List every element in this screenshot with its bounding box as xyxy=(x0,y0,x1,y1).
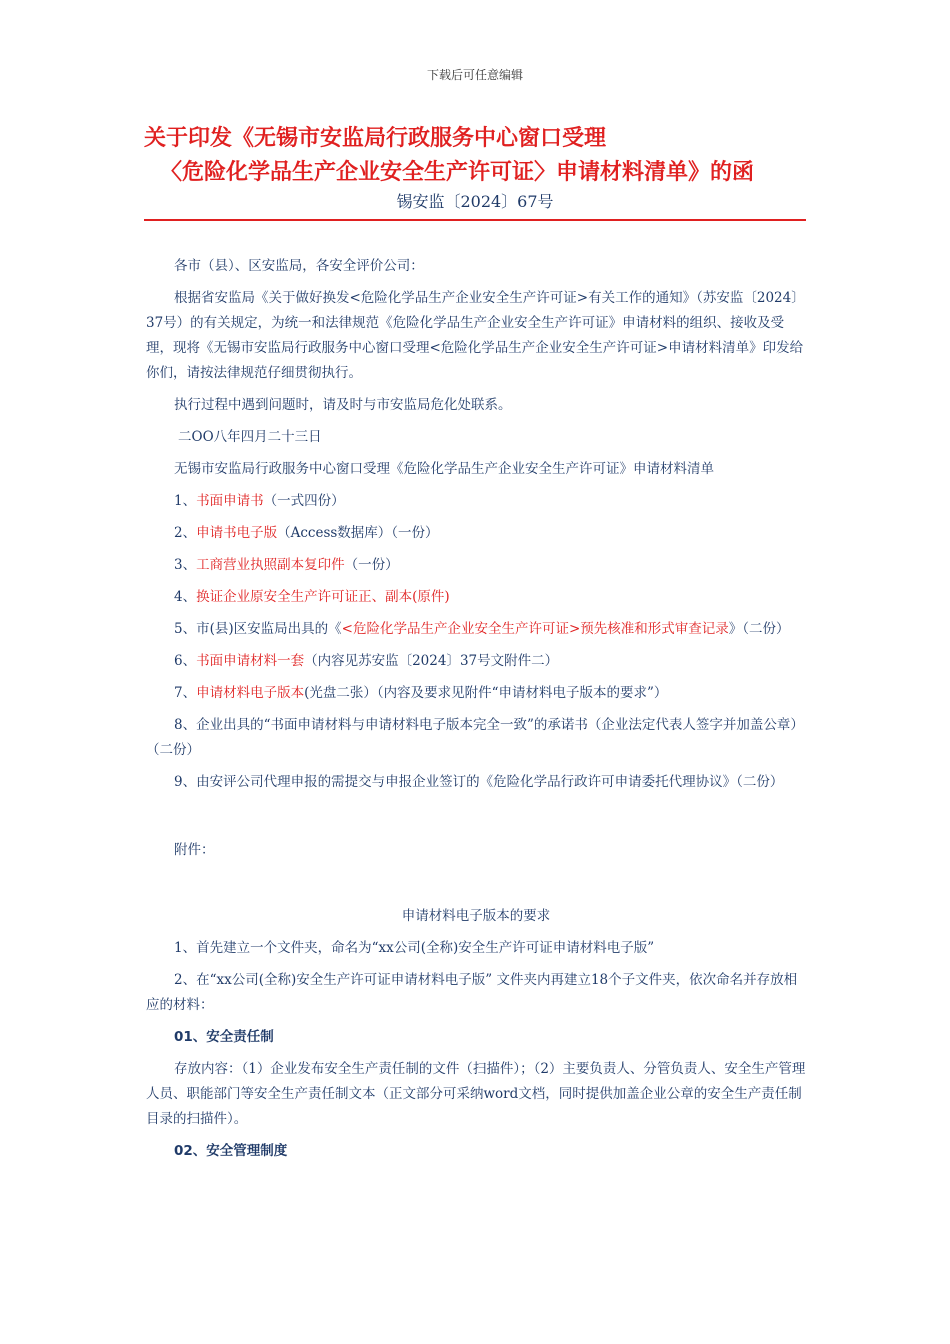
list-item: 9、由安评公司代理申报的需提交与申报企业签订的《危险化学品行政许可申请委托代理协议》（二份） xyxy=(174,774,784,790)
paragraph-2: 执行过程中遇到问题时，请及时与市安监局危化处联系。 xyxy=(174,397,512,413)
requirement-1: 1、首先建立一个文件夹，命名为“xx公司(全称)安全生产许可证申请材料电子版” xyxy=(174,940,655,956)
section-01-text: 存放内容：（1）企业发布安全生产责任制的文件（扫描件）；（2）主要负责人、分管负责人、安全生产管理人员、职能部门等安全生产责任制文本（正文部分可采纳word文档，同时提供加盖企业公章的安全生产责任制目录的扫描件）。 xyxy=(146,1061,806,1127)
list-item: 8、企业出具的“书面申请材料与申请材料电子版本完全一致”的承诺书（企业法定代表人签字并加盖公章）（二份） xyxy=(146,717,804,758)
list-item: 3、工商营业执照副本复印件（一份） xyxy=(174,557,399,573)
list-title: 无锡市安监局行政服务中心窗口受理《危险化学品生产企业安全生产许可证》申请材料清单 xyxy=(174,461,714,477)
paragraph-1: 根据省安监局《关于做好换发<危险化学品生产企业安全生产许可证>有关工作的通知》（苏安监〔2024〕37号）的有关规定，为统一和法律规范《危险化学品生产企业安全生产许可证》申请材料的组织、接收及受理，现将《无锡市安监局行政服务中心窗口受理<危险化学品生产企业安全生产许可证>申请材料清单》印发给你们，请按法律规范仔细贯彻执行。 xyxy=(146,290,805,381)
list-item: 5、市(县)区安监局出具的《<危险化学品生产企业安全生产许可证>预先核准和形式审查记录》（二份） xyxy=(174,621,790,637)
spacer xyxy=(146,870,806,904)
section-01-heading: 01、安全责任制 xyxy=(174,1029,274,1045)
requirement-2: 2、在“xx公司(全称)安全生产许可证申请材料电子版” 文件夹内再建立18个子文件夹，依次命名并存放相应的材料： xyxy=(146,972,798,1013)
document-number: 锡安监〔2024〕67号 xyxy=(396,192,554,211)
document-title-line1: 关于印发《无锡市安监局行政服务中心窗口受理 xyxy=(144,126,607,151)
document-title-line2: 〈危险化学品生产企业安全生产许可证〉申请材料清单》的函 xyxy=(160,160,755,185)
salutation: 各市（县）、区安监局，各安全评价公司： xyxy=(174,258,424,274)
attachment-label: 附件： xyxy=(174,842,215,858)
red-divider xyxy=(144,219,806,221)
document-body xyxy=(146,254,806,1171)
list-item: 6、书面申请材料一套（内容见苏安监〔2024〕37号文附件二） xyxy=(174,653,559,669)
list-item: 4、换证企业原安全生产许可证正、副本(原件) xyxy=(174,589,450,605)
list-item: 7、申请材料电子版本(光盘二张）（内容及要求见附件“申请材料电子版本的要求”） xyxy=(174,685,668,701)
section-02-heading: 02、安全管理制度 xyxy=(174,1143,288,1159)
spacer xyxy=(146,802,806,838)
list-item: 1、书面申请书（一式四份） xyxy=(174,493,345,509)
requirements-title: 申请材料电子版本的要求 xyxy=(401,908,551,924)
header-note: 下载后可任意编辑 xyxy=(426,68,523,82)
list-item: 2、申请书电子版（Access数据库）（一份） xyxy=(174,525,439,541)
date-line: 二OO八年四月二十三日 xyxy=(178,429,322,445)
